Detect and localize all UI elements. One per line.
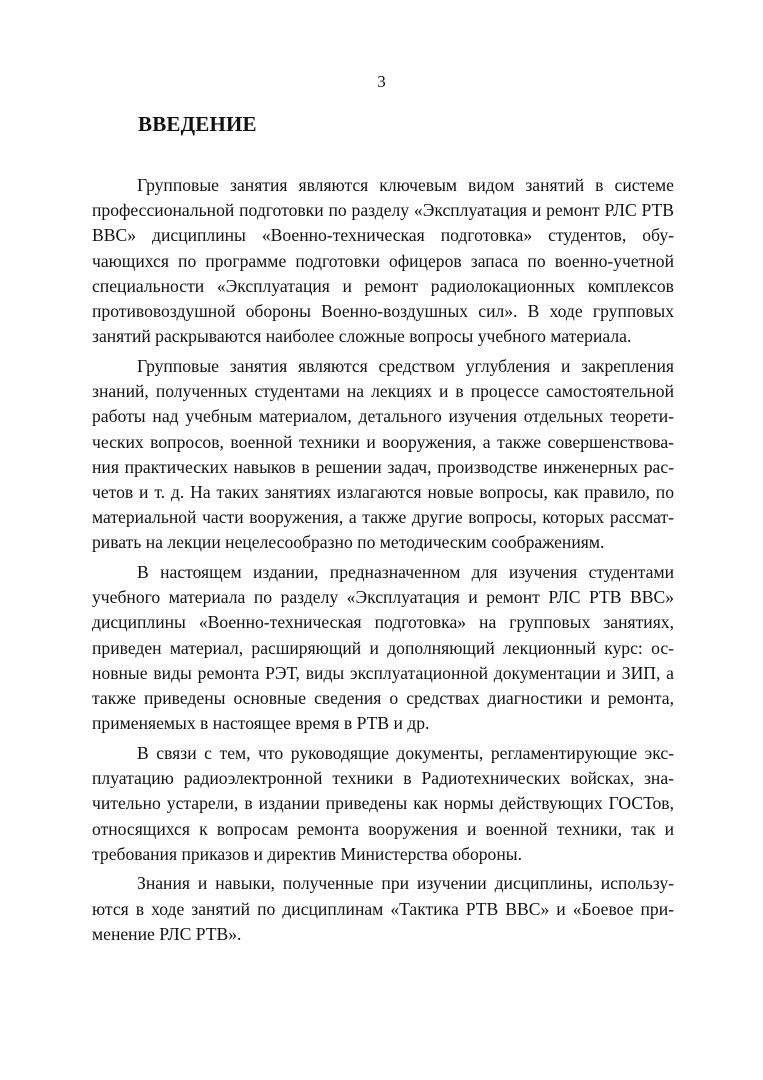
section-heading: ВВЕДЕНИЕ xyxy=(138,112,257,136)
page-number: 3 xyxy=(377,72,386,91)
paragraph-3: В настоящем издании, предназначенном для изучения студентами учебного материала по разделу «Эксплуатация и ремонт РЛС РТВ ВВС» дисциплины «Военно-техническая подготовка» на групповых занятиях, приведен материал, расширяющий и дополняющий лекционный курс: основные виды ремонта РЭТ, виды эксплуатационной документации и ЗИП, а также приведены основные сведения о средствах диагностики и ремонта, применяемых в настоящее время в РТВ и др. xyxy=(92,562,674,734)
paragraph-4: В связи с тем, что руководящие документы, регламентирующие эксплуатацию радиоэлектронной техники в Радиотехнических войсках, значительно устарели, в издании приведены как нормы действующих ГОСТов, относящихся к вопросам ремонта вооружения и военной техники, так и требования приказов и директив Министерства обороны. xyxy=(92,742,674,864)
paragraph-5: Знания и навыки, полученные при изучении дисциплины, используются в ходе занятий по дисциплинам «Тактика РТВ ВВС» и «Боевое применение РЛС РТВ». xyxy=(92,873,674,944)
body-text xyxy=(92,173,674,952)
paragraph-1: Групповые занятия являются ключевым видом занятий в системе профессиональной подготовки по разделу «Эксплуатация и ремонт РЛС РТВ ВВС» дисциплины «Военно-техническая подготовка» студентов, обучающихся по программе подготовки офицеров запаса по военно-учетной специальности «Эксплуатация и ремонт радиолокационных комплексов противовоздушной обороны Военно-воздушных сил». В ходе групповых занятий раскрываются наиболее сложные вопросы учебного материала. xyxy=(92,175,674,347)
paragraph-2: Групповые занятия являются средством углубления и закрепления знаний, полученных студентами на лекциях и в процессе самостоятельной работы над учебным материалом, детального изучения отдельных теоретических вопросов, военной техники и вооружения, а также совершенствования практических навыков в решении задач, производстве инженерных расчетов и т. д. На таких занятиях излагаются новые вопросы, как правило, по материальной части вооружения, а также другие вопросы, которых рассматривать на лекции нецелесообразно по методическим соображениям. xyxy=(92,355,674,553)
